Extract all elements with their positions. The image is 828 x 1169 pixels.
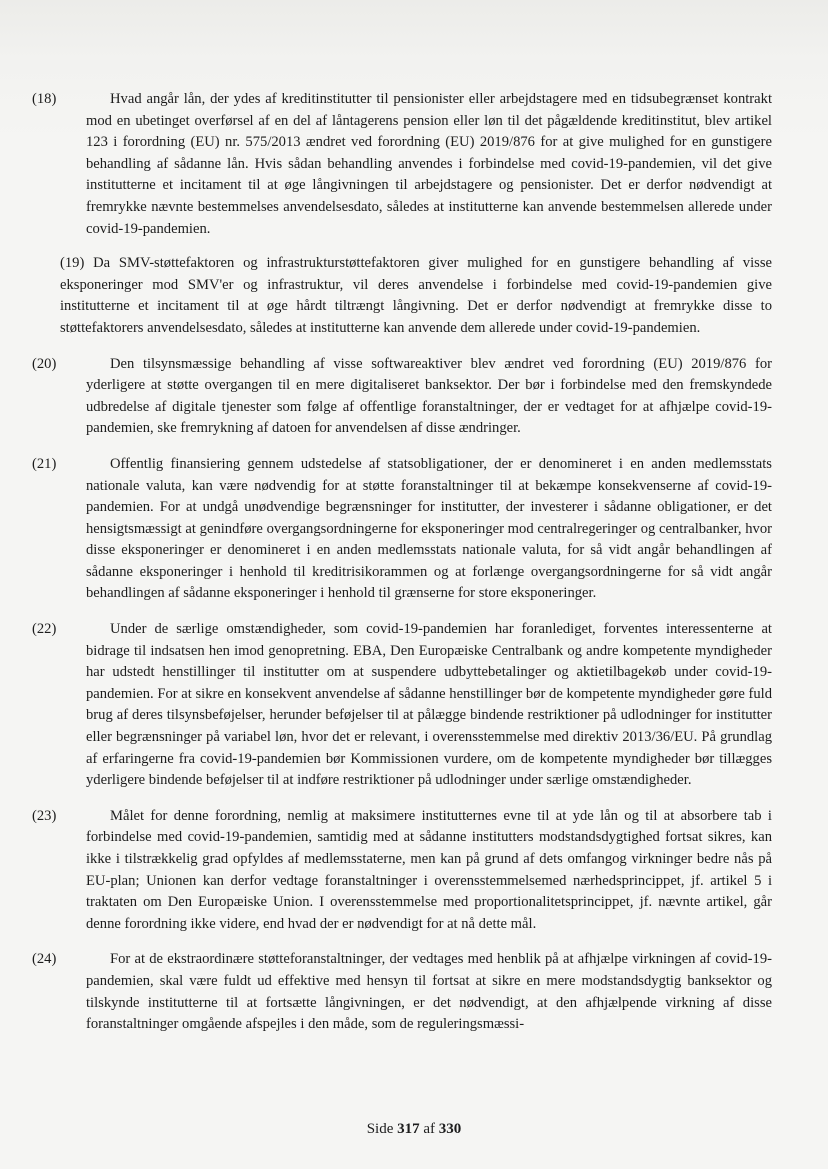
paragraph-number: (20) [32,355,57,372]
paragraph-number: (22) [32,621,57,638]
footer-page-number: 317 [397,1121,420,1137]
paragraph-text: Hvad angår lån, der ydes af kreditinstitutter til pensionister eller arbejdstagere med en tidsubegrænset kontrakt mod en ubetinget overførsel af en del af låntagerens pension eller løn til det pågældende kreditinstitut, blev artikel 123 i forordning (EU) nr. 575/2013 ændret ved forordning (EU) 2019/876 for at give mulighed for en gunstigere behandling af sådanne lån. Hvis sådan behandling anvendes i forbindelse med covid-19-pandemien, vil det give institutterne et incitament til at øge långivningen til arbejdstagere og pensionister. Det er derfor nødvendigt at fremrykke nævnte bestemmelses anvendelsesdato, således at institutterne kan anvende bestemmelsen allerede under covid-19-pandemien. [86,91,772,237]
page-footer [0,1121,828,1138]
paragraph-text: For at de ekstraordinære støtteforanstaltninger, der vedtages med henblik på at afhjælpe virkningen af covid-19-pandemien, skal være fuldt ud effektive med hensyn til fortsat at sikre en mere modstandsdygtig banksektor og tilskynde institutterne til at fortsætte långivningen, er det nødvendigt, at den afhjælpende virkning af disse foranstaltninger omgående afspejles i den måde, som de reguleringsmæssi- [86,951,772,1033]
paragraph-22 [32,619,772,792]
paragraph-number: (21) [32,455,57,472]
footer-page-total: 330 [438,1121,462,1137]
paragraph-18 [32,89,772,240]
paragraph-number: (18) [32,91,57,107]
paragraph-text: Den tilsynsmæssige behandling af visse softwareaktiver blev ændret ved forordning (EU) 2019/876 for yderligere at støtte overgangen til en mere digitaliseret banksektor. Der bør i forbindelse med den fremskyndede udbredelse af digitale tjenester som følge af offentlige foranstaltninger, der er vedtaget for at afhjælpe covid-19-pandemien, ske fremrykning af datoen for anvendelsen af disse ændringer. [86,355,772,437]
paragraph-24 [32,949,772,1035]
paragraph-text: (19) Da SMV-støttefaktoren og infrastrukturstøttefaktoren giver mulighed for en gunstigere behandling af visse eksponeringer mod SMV'er og infrastruktur, vil deres anvendelse i forbindelse med covid-19-pandemien give institutterne et incitament til at øge hårdt tiltrængt långivning. Det er derfor nødvendigt at fremrykke disse to støttefaktorers anvendelsesdato, således at institutterne kan anvende dem allerede under covid-19-pandemien. [60,255,772,336]
paragraph-text: Offentlig finansiering gennem udstedelse af statsobligationer, der er denomineret i en anden medlemsstats nationale valuta, kan være nødvendig for at støtte foranstaltninger til at bekæmpe konsekvenserne af covid-19-pandemien. For at undgå unødvendige begrænsninger for institutter, der investerer i sådanne obligationer, er det hensigtsmæssigt at genindføre overgangsordningerne for eksponeringer mod centralregeringer og centralbanker, hvor disse eksponeringer er denomineret i en anden medlemsstats nationale valuta, for så vidt angår behandlingen af sådanne eksponeringer i henhold til kreditrisikorammen og at forlænge overgangsordningerne for så vidt angår behandlingen af sådanne eksponeringer i henhold til grænserne for store eksponeringer. [86,455,772,602]
paragraph-text: Under de særlige omstændigheder, som covid-19-pandemien har foranlediget, forventes interessenterne at bidrage til indsatsen hen imod genopretning. EBA, Den Europæiske Centralbank og andre kompetente myndigheder har udstedt henstillinger til institutter om at suspendere udbyttebetalinger og aktietilbagekøb under covid-19-pandemien. For at sikre en konsekvent anvendelse af sådanne henstillinger bør de kompetente myndigheder gøre fuld brug af deres tilsynsbeføjelser, herunder beføjelser til at pålægge bindende restriktioner på udlodninger for institutter eller begrænsninger på variabel løn, hvor det er relevant, i overensstemmelse med direktiv 2013/36/EU. På grundlag af erfaringerne fra covid-19-pandemien bør Kommissionen vurdere, om de kompetente myndigheder bør tillægges yderligere bindende beføjelser til at indføre restriktioner på udlodninger under særlige omstændigheder. [86,621,772,789]
paragraph-number: (23) [32,807,57,824]
body-text [32,89,772,1050]
paragraph-19 [42,253,772,339]
footer-mid: af [423,1121,436,1137]
paragraph-20 [32,354,772,440]
paragraph-number: (24) [32,951,57,968]
paragraph-21 [32,454,772,605]
paragraph-text: Målet for denne forordning, nemlig at maksimere institutternes evne til at yde lån og til at absorbere tab i forbindelse med covid-19-pandemien, samtidig med at sådanne institutters modstandsdygtighed fortsat sikres, kan ikke i tilstrækkelig grad opfyldes af medlemsstaterne, men kan på grund af dets omfangog virkninger bedre nås på EU-plan; Unionen kan derfor vedtage foranstaltninger i overensstemmelsemed nærhedsprincippet, jf. artikel 5 i traktaten om Den Europæiske Union. I overensstemmelse med proportionalitetsprincippet, jf. nævnte artikel, går denne forordning ikke videre, end hvad der er nødvendigt for at nå dette mål. [86,807,772,932]
paragraph-23 [32,806,772,936]
footer-prefix: Side [366,1121,394,1137]
